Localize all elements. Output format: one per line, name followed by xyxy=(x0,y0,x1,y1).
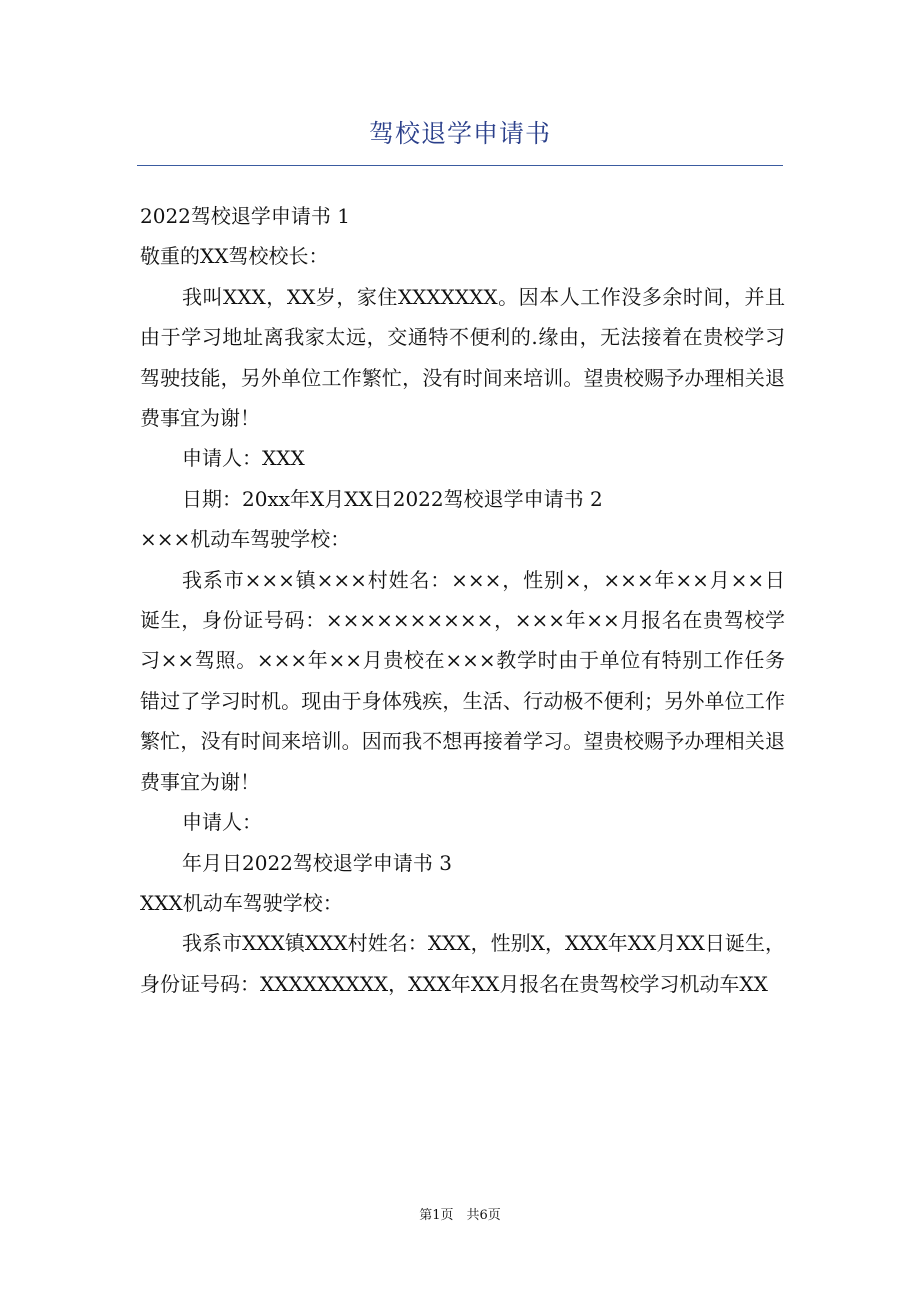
document-title: 驾校退学申请书 xyxy=(368,119,551,148)
title-divider xyxy=(137,165,783,166)
paragraph-salutation-3: XXX机动车驾驶学校： xyxy=(140,890,343,915)
paragraph-body-2: 我系市×××镇×××村姓名：×××，性别×，×××年××月××日诞生，身份证号码：××××××××××，×××年××月报名在贵驾校学习××驾照。×××年××月贵校在×××教学时由于单位有特别工作任务错过了学习时机。现由于身体残疾，生活、行动极不便利；另外单位工作繁忙，没有时间来培训。因而我不想再接着学习。望贵校赐予办理相关退费事宜为谢！ xyxy=(140,567,785,794)
paragraph-body-3: 我系市XXX镇XXX村姓名：XXX，性别X，XXX年XX月XX日诞生，身份证号码：XXXXXXXXX，XXX年XX月报名在贵驾校学习机动车XX xyxy=(140,931,785,996)
paragraph-applicant-2: 申请人： xyxy=(182,810,262,835)
paragraph-heading-1: 2022驾校退学申请书 1 xyxy=(140,204,350,228)
paragraph-applicant-1: 申请人：XXX xyxy=(182,446,305,471)
paragraph-body-1: 我叫XXX，XX岁，家住XXXXXXX。因本人工作没多余时间，并且由于学习地址离我家太远，交通特不便利的.缘由，无法接着在贵校学习驾驶技能，另外单位工作繁忙，没有时间来培训。望贵校赐予办理相关退费事宜为谢！ xyxy=(140,284,785,431)
paragraph-salutation-2: ×××机动车驾驶学校： xyxy=(140,527,351,552)
paragraph-date-1: 日期：20xx年X月XX日2022驾校退学申请书 2 xyxy=(182,486,603,511)
paragraph-salutation-1: 敬重的XX驾校校长： xyxy=(140,244,329,269)
paragraph-date-2: 年月日2022驾校退学申请书 3 xyxy=(182,850,452,875)
document-body xyxy=(140,196,785,1004)
page-number-footer: 第1页 共6页 xyxy=(419,1208,501,1223)
